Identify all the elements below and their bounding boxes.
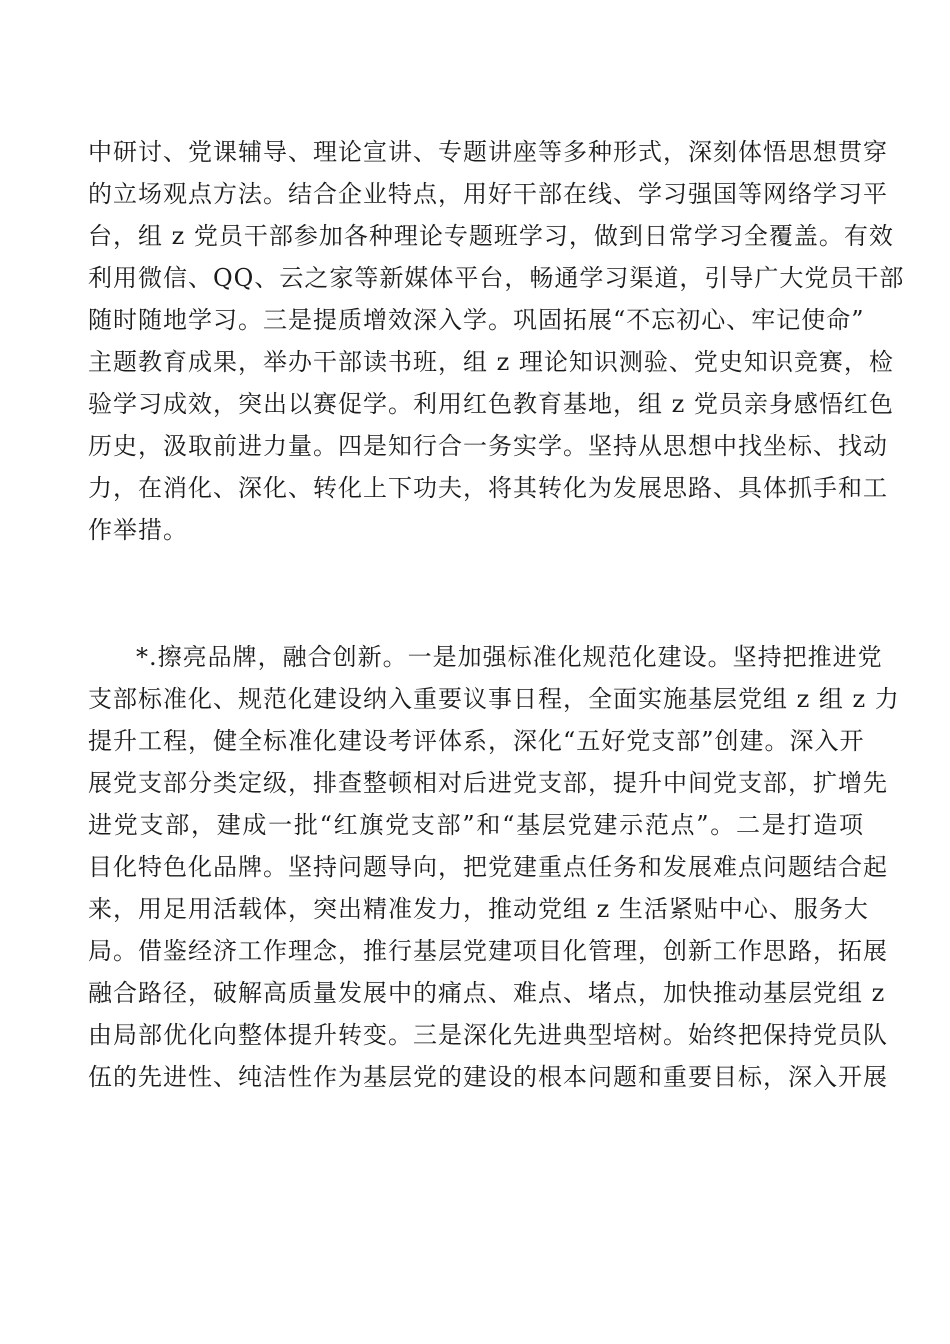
paragraph-2-line: 进党支部，建成一批“红旗党支部”和“基层党建示范点”。二是打造项 (88, 811, 864, 839)
paragraph-2-line: 伍的先进性、纯洁性作为基层党的建设的根本问题和重要目标，深入开展 (88, 1063, 888, 1091)
paragraph-1-line: 验学习成效，突出以赛促学。利用红色教育基地，组 z 党员亲身感悟红色 (88, 390, 894, 418)
paragraph-2-line: *.擦亮品牌，融合创新。一是加强标准化规范化建设。坚持把推进党 (136, 643, 883, 671)
paragraph-1-line: 历史，汲取前进力量。四是知行合一务实学。坚持从思想中找坐标、找动 (88, 432, 888, 460)
paragraph-1-line: 的立场观点方法。结合企业特点，用好干部在线、学习强国等网络学习平 (88, 180, 888, 208)
paragraph-2-line: 由局部优化向整体提升转变。三是深化先进典型培树。始终把保持党员队 (88, 1021, 888, 1049)
paragraph-1-line: 力，在消化、深化、转化上下功夫，将其转化为发展思路、具体抓手和工 (88, 474, 888, 502)
paragraph-2-line: 融合路径，破解高质量发展中的痛点、难点、堵点，加快推动基层党组 z (88, 979, 886, 1007)
paragraph-2-line: 局。借鉴经济工作理念，推行基层党建项目化管理，创新工作思路，拓展 (88, 937, 888, 965)
paragraph-1-line: 随时随地学习。三是提质增效深入学。巩固拓展“不忘初心、牢记使命” (88, 306, 865, 334)
paragraph-2 (88, 636, 900, 1098)
paragraph-2-line: 展党支部分类定级，排查整顿相对后进党支部，提升中间党支部，扩增先 (88, 769, 888, 797)
paragraph-1-line: 利用微信、QQ、云之家等新媒体平台，畅通学习渠道，引导广大党员干部 (88, 264, 905, 292)
paragraph-1-line: 中研讨、党课辅导、理论宣讲、专题讲座等多种形式，深刻体悟思想贯穿 (88, 138, 888, 166)
paragraph-2-line: 目化特色化品牌。坚持问题导向，把党建重点任务和发展难点问题结合起 (88, 853, 888, 881)
paragraph-1-line: 主题教育成果，举办干部读书班，组 z 理论知识测验、党史知识竞赛，检 (88, 348, 894, 376)
paragraph-2-line: 支部标准化、规范化建设纳入重要议事日程，全面实施基层党组 z 组 z 力 (88, 685, 900, 713)
paragraph-2-line: 提升工程，健全标准化建设考评体系，深化“五好党支部”创建。深入开 (88, 727, 865, 755)
paragraph-1 (88, 131, 905, 551)
paragraph-1-line: 作举措。 (88, 516, 188, 544)
paragraph-1-line: 台，组 z 党员干部参加各种理论专题班学习，做到日常学习全覆盖。有效 (88, 222, 894, 250)
paragraph-2-line: 来，用足用活载体，突出精准发力，推动党组 z 生活紧贴中心、服务大 (88, 895, 869, 923)
